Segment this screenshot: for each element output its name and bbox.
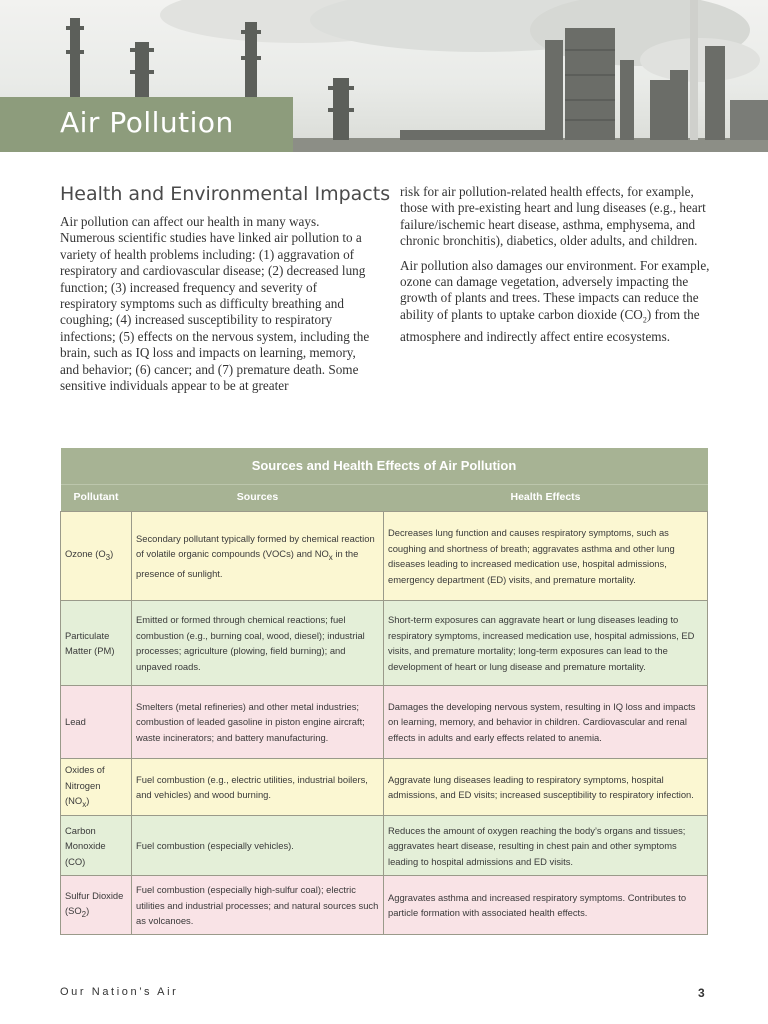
table-row — [61, 816, 708, 876]
table-row — [61, 601, 708, 686]
header-banner — [0, 0, 768, 152]
page-title: Air Pollution — [60, 106, 234, 139]
effects-cell: Decreases lung function and causes respiratory symptoms, such as coughing and shortness of breath; aggravates asthma and other lung diseases leading to increased medication use, hospital admissions, emergency department (ED) visits, and premature mortality. — [384, 512, 708, 601]
pollution-table — [60, 448, 708, 935]
effects-cell: Aggravate lung diseases leading to respiratory symptoms, hospital admissions, and ED visits; increased susceptibility to respiratory infection. — [384, 759, 708, 816]
left-column — [60, 214, 372, 402]
table-caption-row — [61, 448, 708, 485]
pollutant-cell: Sulfur Dioxide $(SO_2)$ — [61, 876, 132, 935]
paragraph: Air pollution also damages our environment. For example, ozone can damage vegetation, adversely impacting the growth of plants and trees. These impacts can reduce the ability of plants to uptake carbon dioxide $(CO_2)$ from the atmosphere and indirectly affect entire ecosystems. — [400, 257, 710, 344]
sources-cell: Fuel combustion (especially vehicles). — [132, 816, 384, 876]
pollutant-cell: Ozone $(O_3)$ — [61, 512, 132, 601]
sources-cell: Smelters (metal refineries) and other metal industries; combustion of leaded gasoline in piston engine aircraft; waste incinerators; and battery manufacturing. — [132, 686, 384, 759]
paragraph: risk for air pollution-related health effects, for example, those with pre-existing heart and lung diseases (e.g., heart failure/ischemic heart disease, asthma, emphysema, and chronic bronchitis), diabetics, older adults, and children. — [400, 184, 706, 249]
table-row — [61, 759, 708, 816]
table-header-row — [61, 485, 708, 512]
table-caption: Sources and Health Effects of Air Pollution — [61, 448, 708, 485]
pollutant-cell: Carbon Monoxide (CO) — [61, 816, 132, 876]
effects-cell: Short-term exposures can aggravate heart or lung diseases leading to respiratory symptoms, increased medication use, hospital admissions, ED visits, and premature mortality; long-term exposures can lead to the development of heart or lung disease and premature mortality. — [384, 601, 708, 686]
column-header: Sources — [132, 485, 384, 512]
right-column — [400, 184, 712, 353]
page-number: 3 — [698, 986, 705, 1000]
table-row — [61, 876, 708, 935]
effects-cell: Aggravates asthma and increased respiratory symptoms. Contributes to particle formation with associated health effects. — [384, 876, 708, 935]
pollutant-cell: Lead — [61, 686, 132, 759]
section-heading: Health and Environmental Impacts — [60, 183, 391, 205]
sources-cell: Fuel combustion (e.g., electric utilities, industrial boilers, and vehicles) and wood burning. — [132, 759, 384, 816]
table-row — [61, 686, 708, 759]
title-box — [0, 97, 293, 152]
sources-cell: Fuel combustion (especially high-sulfur coal); electric utilities and industrial processes; and natural sources such as volcanoes. — [132, 876, 384, 935]
sources-cell: Secondary pollutant typically formed by chemical reaction of volatile organic compounds (VOCs) and $NO_x$ in the presence of sunlight. — [132, 512, 384, 601]
sources-cell: Emitted or formed through chemical reactions; fuel combustion (e.g., burning coal, wood, diesel); industrial processes; agriculture (plowing, field burning); and unpaved roads. — [132, 601, 384, 686]
column-header: Health Effects — [384, 485, 708, 512]
effects-cell: Reduces the amount of oxygen reaching the body’s organs and tissues; aggravates heart disease, resulting in chest pain and other symptoms leading to hospital admissions and ED visits. — [384, 816, 708, 876]
pollutant-cell: Particulate Matter (PM) — [61, 601, 132, 686]
paragraph: Air pollution can affect our health in many ways. Numerous scientific studies have linked air pollution to a variety of health problems including: (1) aggravation of respiratory and cardiovascular disease; (2) decreased lung function; (3) increased frequency and severity of respiratory symptoms such as difficulty breathing and coughing; (4) increased susceptibility to respiratory infections; (5) effects on the nervous system, including the brain, such as IQ loss and impacts on learning, memory, and behavior; (6) cancer; and (7) premature death. Some sensitive individuals appear to be at greater — [60, 214, 370, 394]
column-header: Pollutant — [61, 485, 132, 512]
effects-cell: Damages the developing nervous system, resulting in IQ loss and impacts on learning, memory, and behavior in children. Cardiovascular and renal effects in adults and early effects related to anemia. — [384, 686, 708, 759]
table-row — [61, 512, 708, 601]
pollutant-cell: Oxides of Nitrogen $(NO_x)$ — [61, 759, 132, 816]
publication-name: Our Nation’s Air — [60, 986, 179, 998]
